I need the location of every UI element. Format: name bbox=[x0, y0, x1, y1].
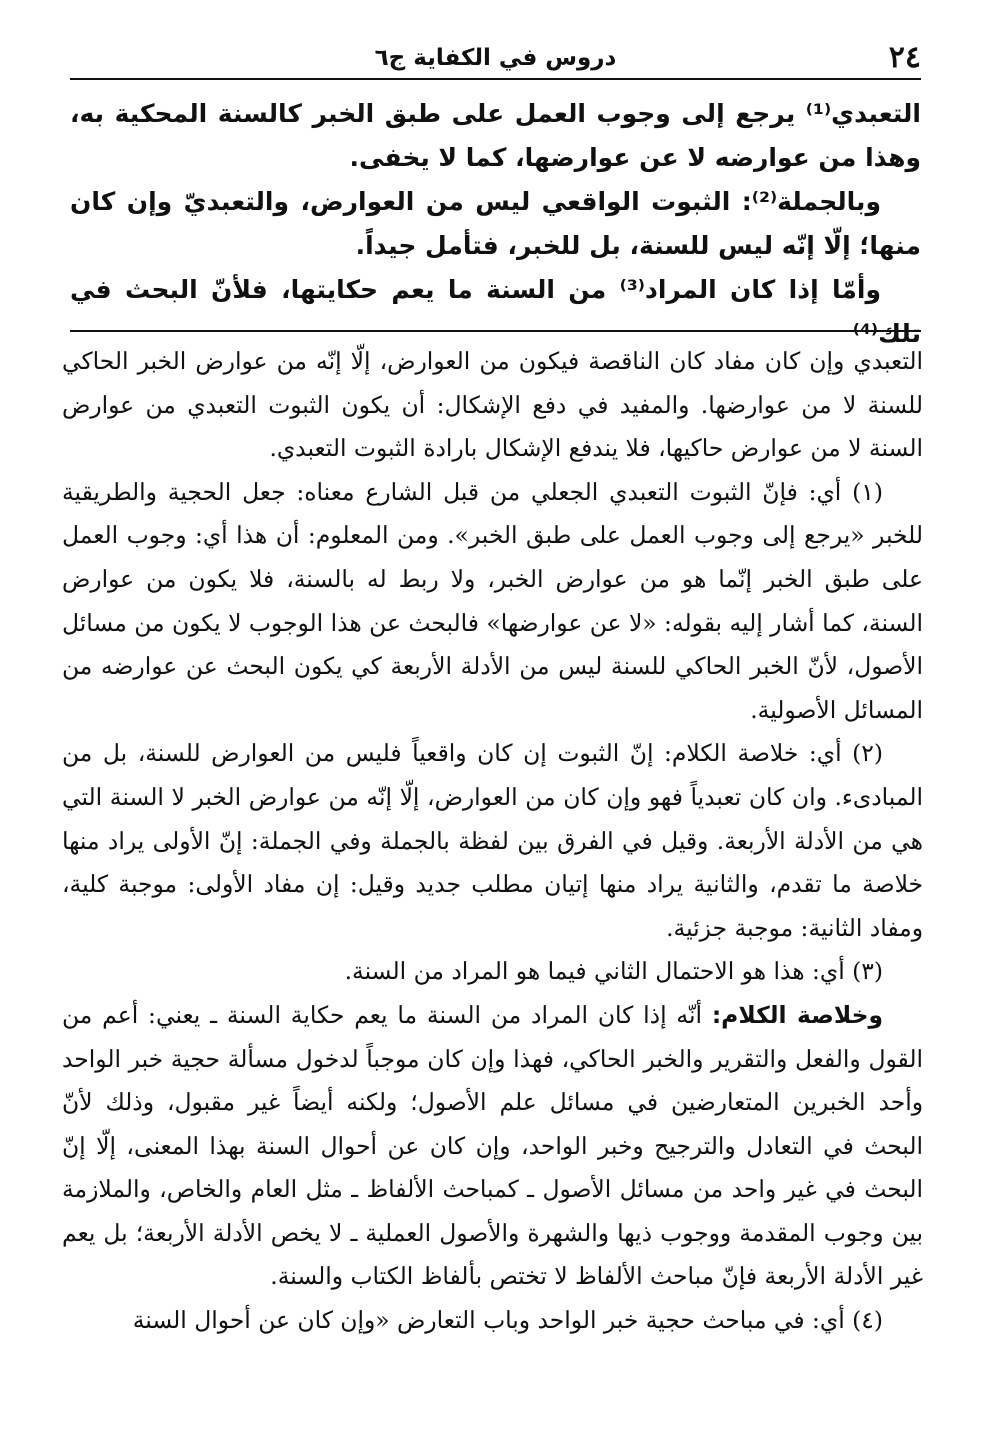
running-title: دروس في الكفاية ج٦ bbox=[374, 45, 617, 71]
footnote-continuation: التعبدي وإن كان مفاد كان الناقصة فيكون من العوارض، إلّا إنّه من عوارض الخبر الحاكي للسنة لا من عوارضها. والمفيد في دفع الإشكال: أن يكون الثبوت التعبدي من عوارض السنة لا من عوارض حاكيها، فلا يندفع الإشكال بارادة الثبوت التعبدي. bbox=[62, 347, 923, 463]
summary-label: وخلاصة الكلام: bbox=[711, 1000, 883, 1029]
footnote-4: (٤) أي: في مباحث حجية خبر الواحد وباب التعارض «وإن كان عن أحوال السنة bbox=[132, 1306, 883, 1335]
page-number: ٢٤ bbox=[888, 40, 921, 75]
main-paragraph-1: التعبدي⁽¹⁾ يرجع إلى وجوب العمل على طبق الخبر كالسنة المحكية به، وهذا من عوارضه لا عن عوارضها، كما لا يخفى. bbox=[70, 99, 921, 172]
footnotes bbox=[62, 340, 923, 1343]
summary-text: أنّه إذا كان المراد من السنة ما يعم حكاية السنة ـ يعني: أعم من القول والفعل والتقرير والخبر الحاكي، فهذا وإن كان موجباً لدخول مسألة حجية خبر الواحد وأحد الخبرين المتعارضين في مسائل علم الأصول؛ ولكنه أيضاً غير مقبول، وذلك لأنّ البحث في التعادل والترجيح وخبر الواحد، وإن كان عن أحوال السنة بهذا المعنى، إلّا إنّ البحث في غير واحد من مسائل الأصول ـ كمباحث الألفاظ ـ مثل العام والخاص، والملازمة بين وجوب المقدمة ووجوب ذيها والشهرة والأصول العملية ـ لا يخص الأدلة الأربعة؛ بل يعم غير الأدلة الأربعة فإنّ مباحث الألفاظ لا تختص بألفاظ الكتاب والسنة. bbox=[62, 1000, 923, 1291]
main-paragraph-2: وبالجملة⁽²⁾: الثبوت الواقعي ليس من العوارض، والتعبديّ وإن كان منها؛ إلّا إنّه ليس للسنة، بل للخبر، فتأمل جيداً. bbox=[70, 187, 921, 260]
footnote-3: (٣) أي: هذا هو الاحتمال الثاني فيما هو المراد من السنة. bbox=[344, 957, 883, 986]
main-paragraph-3: وأمّا إذا كان المراد⁽³⁾ من السنة ما يعم حكايتها، فلأنّ البحث في تلك⁽⁴⁾ bbox=[70, 275, 921, 348]
page-header bbox=[70, 38, 921, 80]
main-text bbox=[70, 92, 921, 356]
footnote-2: (٢) أي: خلاصة الكلام: إنّ الثبوت إن كان واقعياً فليس من العوارض للسنة، بل من المبادىء. وان كان تعبدياً فهو وإن كان من العوارض، إلّا إنّه من عوارض الخبر لا السنة التي هي من الأدلة الأربعة. وقيل في الفرق بين لفظة بالجملة وفي الجملة: إنّ الأولى يراد منها خلاصة ما تقدم، والثانية يراد منها إتيان مطلب جديد وقيل: إن مفاد الأولى: موجبة كلية، ومفاد الثانية: موجبة جزئية. bbox=[62, 739, 923, 942]
footnote-summary bbox=[62, 994, 923, 1299]
footnote-1: (١) أي: فإنّ الثبوت التعبدي الجعلي من قبل الشارع معناه: جعل الحجية والطريقية للخبر «يرجع إلى وجوب العمل على طبق الخبر». ومن المعلوم: أن هذا أي: وجوب العمل على طبق الخبر إنّما هو من عوارض الخبر، ولا ربط له بالسنة، فلا يكون من عوارض السنة، كما أشار إليه بقوله: «لا عن عوارضها» فالبحث عن هذا الوجوب لا يكون من مسائل الأصول، لأنّ الخبر الحاكي للسنة ليس من الأدلة الأربعة كي يكون البحث عن عوارضه من المسائل الأصولية. bbox=[62, 477, 923, 724]
footnote-separator bbox=[70, 330, 921, 332]
